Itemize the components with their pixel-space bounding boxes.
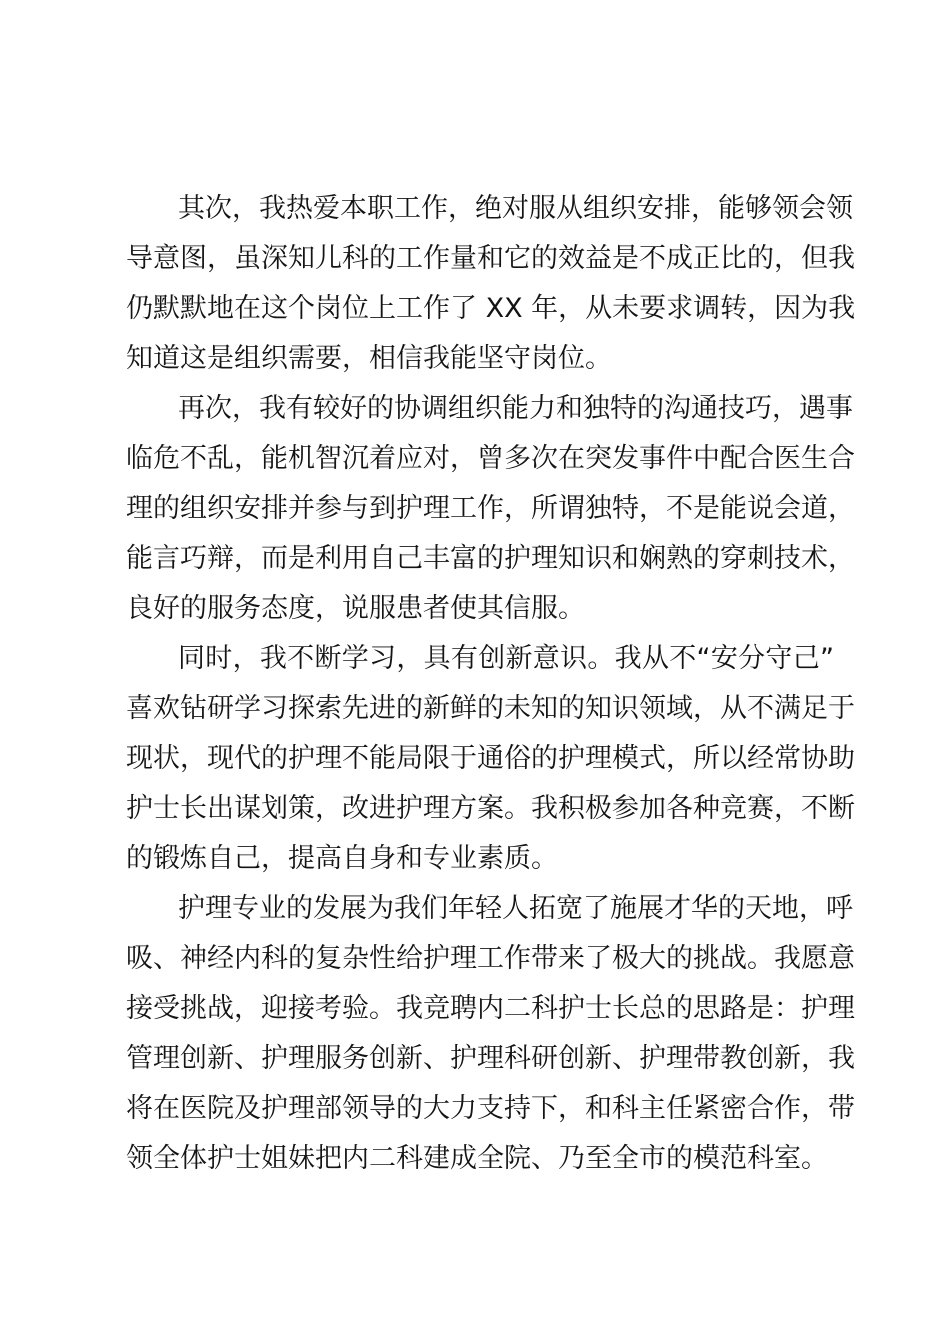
paragraph-1-line-2: 导意图，虽深知儿科的工作量和它的效益是不成正比的，但我 bbox=[126, 243, 855, 274]
paragraph-2-line-5: 良好的服务态度，说服患者使其信服。 bbox=[126, 593, 585, 624]
paragraph-4-line-6: 领全体护士姐妹把内二科建成全院、乃至全市的模范科室。 bbox=[126, 1143, 828, 1174]
paragraph-2-line-4: 能言巧辩，而是利用自己丰富的护理知识和娴熟的穿刺技术， bbox=[126, 543, 855, 574]
paragraph-2-line-1: 再次，我有较好的协调组织能力和独特的沟通技巧，遇事 bbox=[178, 393, 853, 424]
paragraph-4-line-1: 护理专业的发展为我们年轻人拓宽了施展才华的天地，呼 bbox=[178, 893, 853, 924]
paragraph-3-line-5: 的锻炼自己，提高自身和专业素质。 bbox=[126, 843, 558, 874]
paragraph-3-line-2: 喜欢钻研学习探索先进的新鲜的未知的知识领域，从不满足于 bbox=[126, 693, 855, 724]
paragraph-4-line-4: 管理创新、护理服务创新、护理科研创新、护理带教创新，我 bbox=[126, 1043, 855, 1074]
paragraph-2-line-2: 临危不乱，能机智沉着应对，曾多次在突发事件中配合医生合 bbox=[126, 443, 855, 474]
paragraph-4-line-5: 将在医院及护理部领导的大力支持下，和科主任紧密合作，带 bbox=[126, 1093, 855, 1124]
paragraph-3-line-4: 护士长出谋划策，改进护理方案。我积极参加各种竞赛，不断 bbox=[126, 793, 855, 824]
paragraph-2-line-3: 理的组织安排并参与到护理工作，所谓独特，不是能说会道， bbox=[126, 493, 855, 524]
paragraph-1-line-4: 知道这是组织需要，相信我能坚守岗位。 bbox=[126, 343, 612, 374]
paragraph-1-line-1: 其次，我热爱本职工作，绝对服从组织安排，能够领会领 bbox=[178, 193, 853, 224]
paragraph-4-line-3: 接受挑战，迎接考验。我竞聘内二科护士长总的思路是：护理 bbox=[126, 993, 855, 1024]
paragraph-3-line-1: 同时，我不断学习，具有创新意识。我从不“安分守己” bbox=[178, 643, 834, 674]
paragraph-3-line-3: 现状，现代的护理不能局限于通俗的护理模式，所以经常协助 bbox=[126, 743, 855, 774]
paragraph-4-line-2: 吸、神经内科的复杂性给护理工作带来了极大的挑战。我愿意 bbox=[126, 943, 855, 974]
paragraph-1-line-3: 仍默默地在这个岗位上工作了 XX 年，从未要求调转，因为我 bbox=[126, 293, 856, 324]
